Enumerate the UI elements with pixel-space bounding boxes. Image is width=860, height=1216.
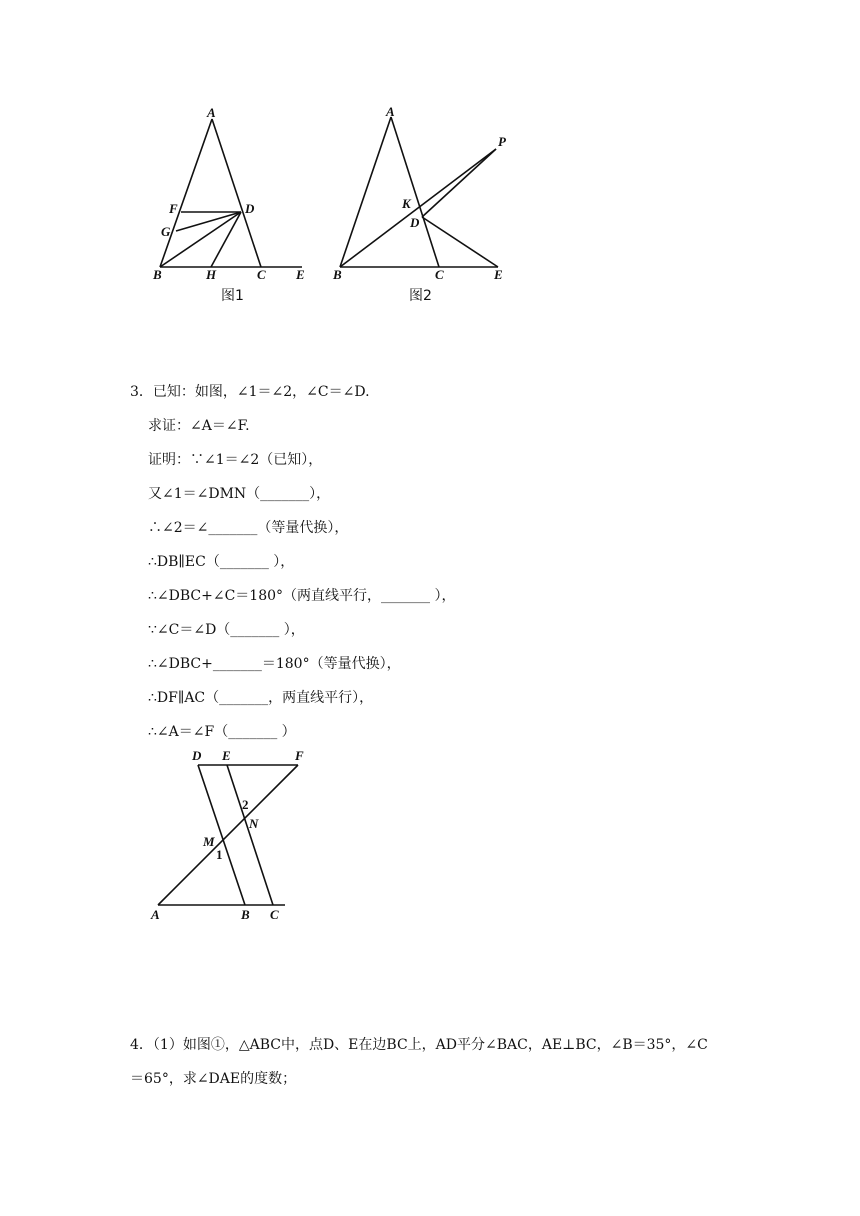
q3-line-4: 又∠1＝∠DMN（_______）， — [148, 486, 331, 502]
fig1-label-C: C — [257, 267, 266, 282]
q3-line-10: ∴DF∥AC（_______，两直线平行）， — [148, 690, 374, 706]
fig3-angle-1: 1 — [216, 847, 223, 862]
q3-line-8: ∵∠C＝∠D（_______ ）， — [148, 622, 305, 638]
q4-line-1: 4．（1）如图①，△ABC中，点D、E在边BC上，AD平分∠BAC，AE⊥BC，∠B＝35°，∠C — [130, 1037, 708, 1053]
fig3-label-M: M — [203, 834, 215, 849]
fig3-label-N: N — [249, 816, 259, 831]
q3-line-3: 证明：∵∠1＝∠2（已知）， — [148, 452, 323, 468]
fig3-label-D: D — [192, 748, 202, 763]
fig1-label-G: G — [161, 224, 171, 239]
fig2-label-A: A — [386, 104, 395, 119]
fig1-label-B: B — [153, 267, 162, 282]
fig3-angle-2: 2 — [242, 797, 249, 812]
figure-2 — [325, 100, 525, 310]
fig1-label-F: F — [169, 201, 178, 216]
fig1-label-H: H — [206, 267, 217, 282]
q3-line-6: ∴DB∥EC（_______ ）， — [148, 554, 295, 570]
fig3-label-F: F — [295, 748, 304, 763]
fig2-caption: 图2 — [409, 288, 432, 304]
figure-3 — [145, 745, 305, 930]
fig1-label-D: D — [245, 201, 255, 216]
fig1-caption: 图1 — [221, 288, 244, 304]
fig1-label-E: E — [296, 267, 305, 282]
q3-line-1: 3．已知：如图，∠1＝∠2，∠C＝∠D. — [130, 384, 370, 400]
fig1-label-A: A — [207, 105, 216, 120]
fig3-label-C: C — [270, 907, 279, 922]
fig3-label-A: A — [151, 907, 160, 922]
fig2-label-B: B — [333, 267, 342, 282]
q3-line-5: ∴∠2＝∠_______（等量代换）， — [148, 520, 349, 536]
fig3-label-E: E — [222, 748, 231, 763]
figure-1 — [140, 100, 320, 310]
q3-line-9: ∴∠DBC+_______＝180°（等量代换）， — [148, 656, 401, 672]
q3-line-2: 求证：∠A＝∠F. — [148, 418, 250, 434]
fig2-label-E: E — [494, 267, 503, 282]
fig3-label-B: B — [241, 907, 250, 922]
fig2-label-P: P — [498, 134, 506, 149]
q3-line-7: ∴∠DBC+∠C＝180°（两直线平行，_______ ）， — [148, 588, 456, 604]
q3-line-11: ∴∠A＝∠F（_______ ） — [148, 724, 296, 740]
fig2-label-D: D — [410, 215, 420, 230]
fig2-label-K: K — [402, 196, 411, 211]
fig2-label-C: C — [435, 267, 444, 282]
q4-line-2: ＝65°，求∠DAE的度数； — [130, 1071, 297, 1087]
